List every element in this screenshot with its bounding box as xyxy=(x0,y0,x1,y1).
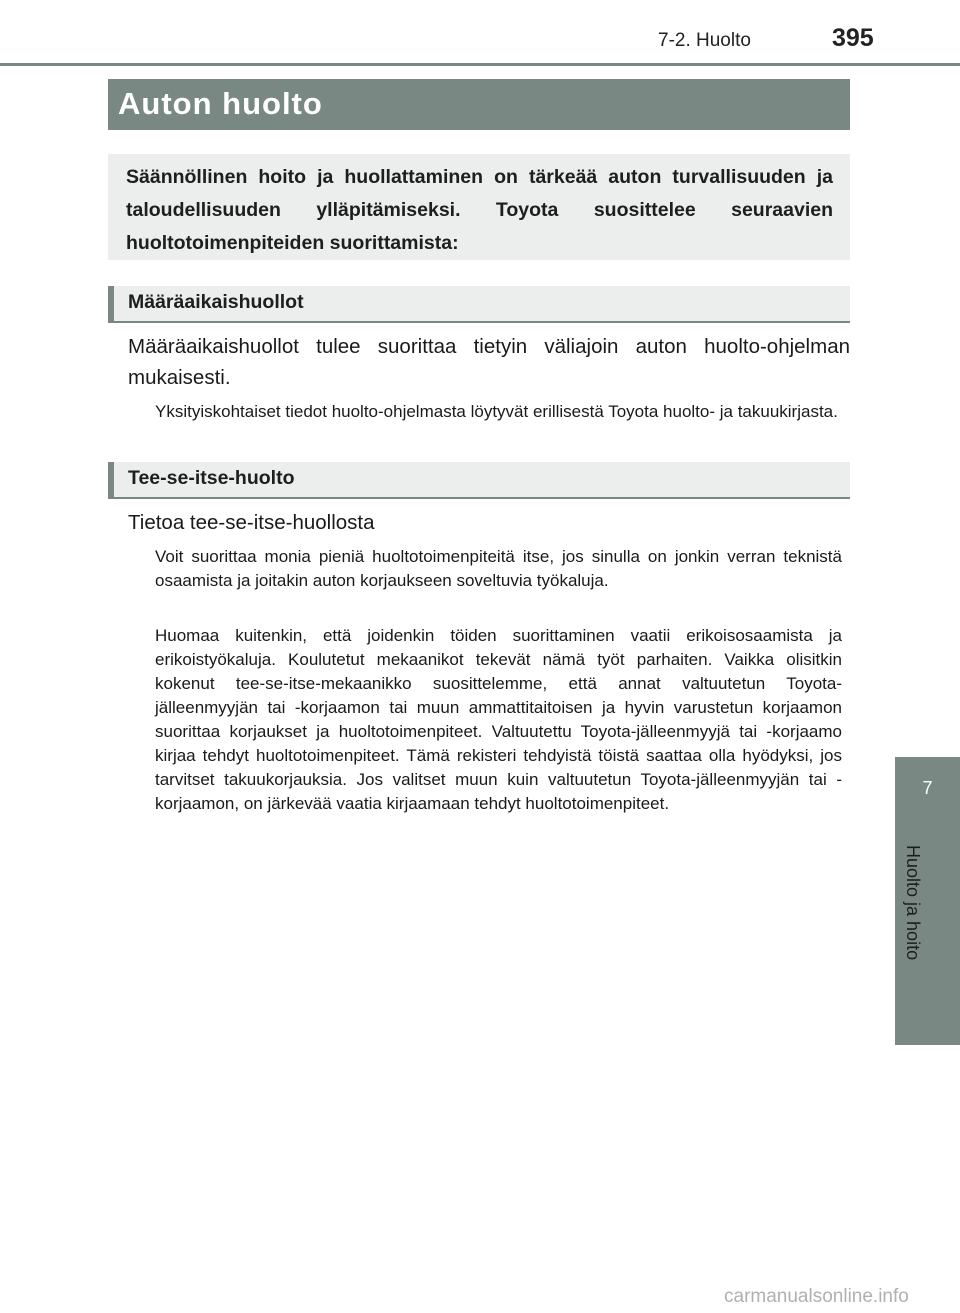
section-paragraph: Voit suorittaa monia pieniä huoltotoimenpiteitä itse, jos sinulla on jonkin verran teknistä osaamista ja joitakin auton korjaukseen soveltuvia työkaluja. xyxy=(155,547,842,590)
page-number: 395 xyxy=(832,24,874,52)
header-rule xyxy=(0,63,960,66)
chapter-tab-label: Huolto ja hoito xyxy=(903,845,923,961)
page-title: Auton huolto xyxy=(118,86,323,121)
section-lead-text: Määräaikaishuollot tulee suorittaa tietyin väliajoin auton huolto-ohjelman mukaisesti. xyxy=(128,335,850,389)
intro-box xyxy=(108,154,850,260)
section-heading-label: Määräaikaishuollot xyxy=(128,291,304,313)
watermark-text: carmanualsonline.info xyxy=(724,1286,909,1307)
section-heading-maaraaikaishuollot xyxy=(108,286,850,323)
section-heading-label: Tee-se-itse-huolto xyxy=(128,467,295,489)
section-paragraph: Yksityiskohtaiset tiedot huolto-ohjelmasta löytyvät erillisestä Toyota huolto- ja takuukirjasta. xyxy=(155,402,838,421)
intro-text: Säännöllinen hoito ja huollattaminen on tärkeää auton turvallisuuden ja taloudellisuuden ylläpitämiseksi. Toyota suosittelee seuraavien huoltotoimenpiteiden suorittamista: xyxy=(126,166,833,254)
section-heading-bar xyxy=(108,462,114,497)
section-lead-text: Tietoa tee-se-itse-huollosta xyxy=(128,511,375,534)
header-section-label: 7-2. Huolto xyxy=(658,30,751,51)
section-heading-tee-se-itse-huolto xyxy=(108,462,850,499)
title-bar xyxy=(108,79,850,130)
chapter-tab-number: 7 xyxy=(922,778,933,798)
section-heading-bar xyxy=(108,286,114,321)
section-paragraph: Huomaa kuitenkin, että joidenkin töiden suorittaminen vaatii erikoisosaamista ja erikoistyökaluja. Koulutetut mekaanikot tekevät nämä työt parhaiten. Vaikka olisitkin kokenut tee-se-itse-mekaanikko suosittelemme, että annat valtuutetun Toyota-jälleenmyyjän tai -korjaamon tai muun ammattitaitoisen ja hyvin varustetun korjaamon suorittaa korjaukset ja huoltotoimenpiteet. Valtuutettu Toyota-jälleenmyyjä tai -korjaamo kirjaa tehdyt huoltotoimenpiteet. Tämä rekisteri tehdyistä töistä saattaa olla hyödyksi, jos tarvitset takuukorjauksia. Jos valitset muun kuin valtuutetun Toyota-jälleenmyyjän tai -korjaamon, on järkevää vaatia kirjaamaan tehdyt huoltotoimenpiteet. xyxy=(155,626,842,813)
